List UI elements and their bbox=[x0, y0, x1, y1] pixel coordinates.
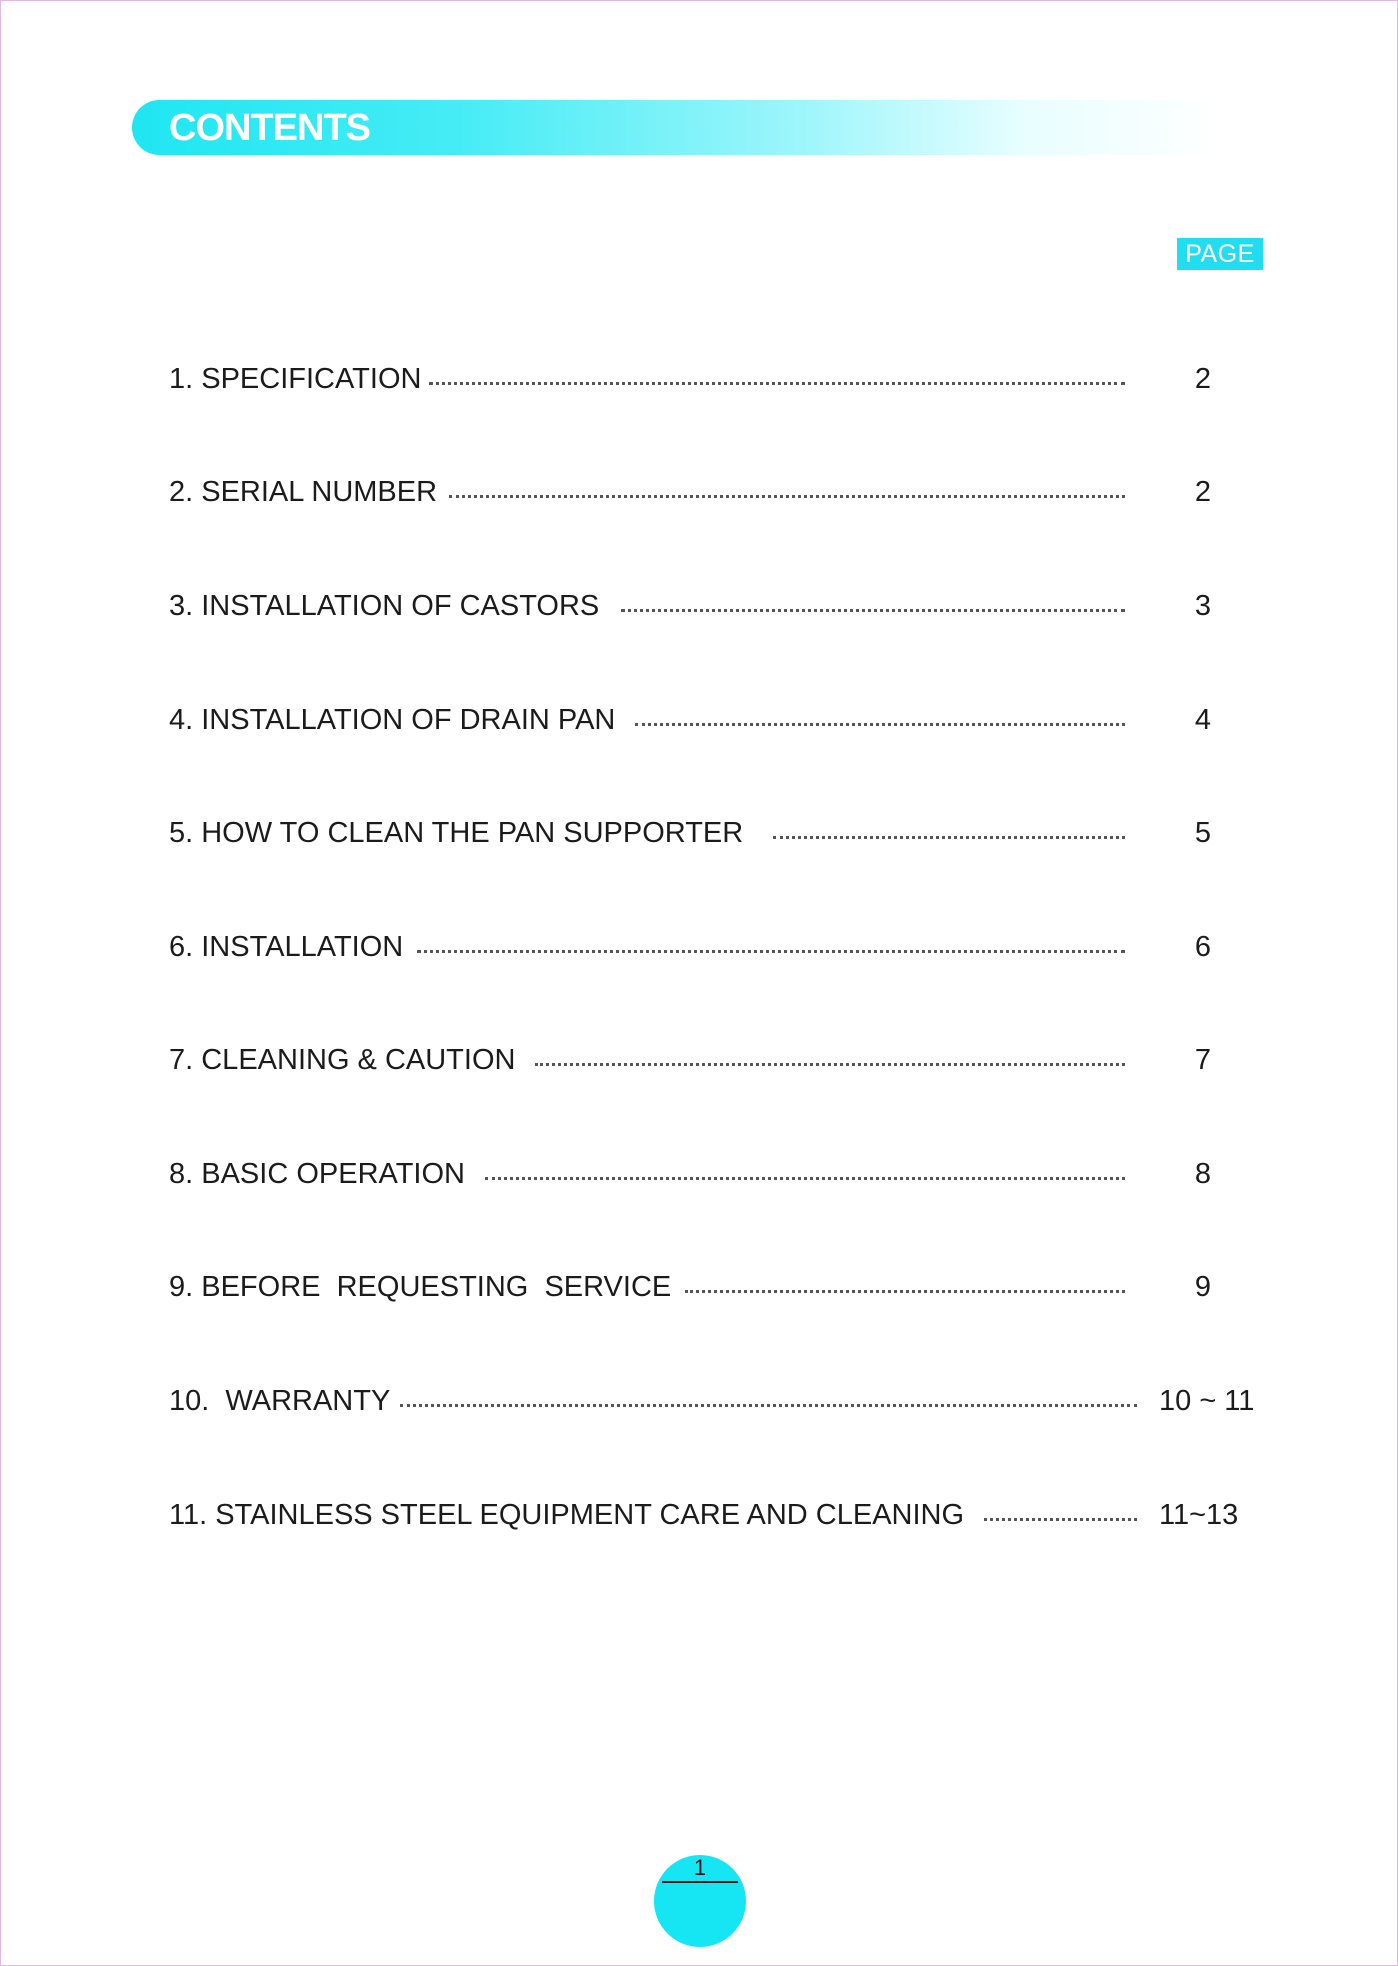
toc-entry-how-to-clean-pan-supporter[interactable] bbox=[169, 811, 1269, 855]
leader-dots bbox=[449, 495, 1125, 498]
toc-entry-label: 9. BEFORE REQUESTING SERVICE bbox=[169, 1271, 672, 1303]
toc-entry-basic-operation[interactable] bbox=[169, 1152, 1269, 1196]
toc-entry-stainless-steel-care[interactable] bbox=[169, 1493, 1269, 1537]
toc-entry-label: 11. STAINLESS STEEL EQUIPMENT CARE AND CLEANING bbox=[169, 1499, 965, 1531]
toc-entry-page: 2 bbox=[1194, 363, 1211, 395]
toc-entry-page: 7 bbox=[1194, 1044, 1211, 1076]
leader-dots bbox=[400, 1404, 1137, 1407]
toc-entry-label: 8. BASIC OPERATION bbox=[169, 1158, 465, 1190]
toc-entry-label: 1. SPECIFICATION bbox=[169, 363, 422, 395]
toc-entry-label: 10. WARRANTY bbox=[169, 1385, 391, 1417]
toc-entry-label: 5. HOW TO CLEAN THE PAN SUPPORTER bbox=[169, 817, 744, 849]
toc-entry-page: 9 bbox=[1194, 1271, 1211, 1303]
leader-dots bbox=[417, 950, 1125, 953]
toc-entry-page: 8 bbox=[1194, 1158, 1211, 1190]
leader-dots bbox=[773, 836, 1125, 839]
toc-entry-page: 11~13 bbox=[1159, 1499, 1239, 1531]
toc-entry-before-requesting-service[interactable] bbox=[169, 1265, 1269, 1309]
toc-entry-page: 6 bbox=[1194, 931, 1211, 963]
leader-dots bbox=[429, 382, 1125, 385]
toc-entry-page: 3 bbox=[1194, 590, 1211, 622]
toc-entry-cleaning-and-caution[interactable] bbox=[169, 1038, 1269, 1082]
leader-dots bbox=[984, 1518, 1137, 1521]
toc-entry-label: 6. INSTALLATION bbox=[169, 931, 404, 963]
leader-dots bbox=[535, 1063, 1125, 1066]
toc-entry-specification[interactable] bbox=[169, 357, 1269, 401]
page-number-circle bbox=[654, 1855, 746, 1947]
toc-entry-label: 7. CLEANING & CAUTION bbox=[169, 1044, 516, 1076]
toc-entry-warranty[interactable] bbox=[169, 1379, 1269, 1423]
toc-entry-installation[interactable] bbox=[169, 925, 1269, 969]
toc-entry-installation-of-drain-pan[interactable] bbox=[169, 698, 1269, 742]
toc-entry-page: 2 bbox=[1194, 476, 1211, 508]
toc-entry-label: 4. INSTALLATION OF DRAIN PAN bbox=[169, 704, 616, 736]
contents-header-bar bbox=[132, 100, 1222, 155]
leader-dots bbox=[621, 609, 1125, 612]
toc-entry-installation-of-castors[interactable] bbox=[169, 584, 1269, 628]
leader-dots bbox=[635, 723, 1125, 726]
toc-entry-page: 10 ~ 11 bbox=[1159, 1385, 1255, 1417]
page-column-badge: PAGE bbox=[1177, 238, 1263, 270]
toc-entry-serial-number[interactable] bbox=[169, 470, 1269, 514]
leader-dots bbox=[685, 1290, 1125, 1293]
toc-entry-page: 4 bbox=[1194, 704, 1211, 736]
toc-entry-page: 5 bbox=[1194, 817, 1211, 849]
toc-entry-label: 2. SERIAL NUMBER bbox=[169, 476, 438, 508]
contents-title: CONTENTS bbox=[169, 107, 370, 149]
toc-entry-label: 3. INSTALLATION OF CASTORS bbox=[169, 590, 600, 622]
page-number: 1 bbox=[693, 1855, 707, 1880]
leader-dots bbox=[485, 1177, 1125, 1180]
page-number-underline bbox=[662, 1881, 738, 1883]
